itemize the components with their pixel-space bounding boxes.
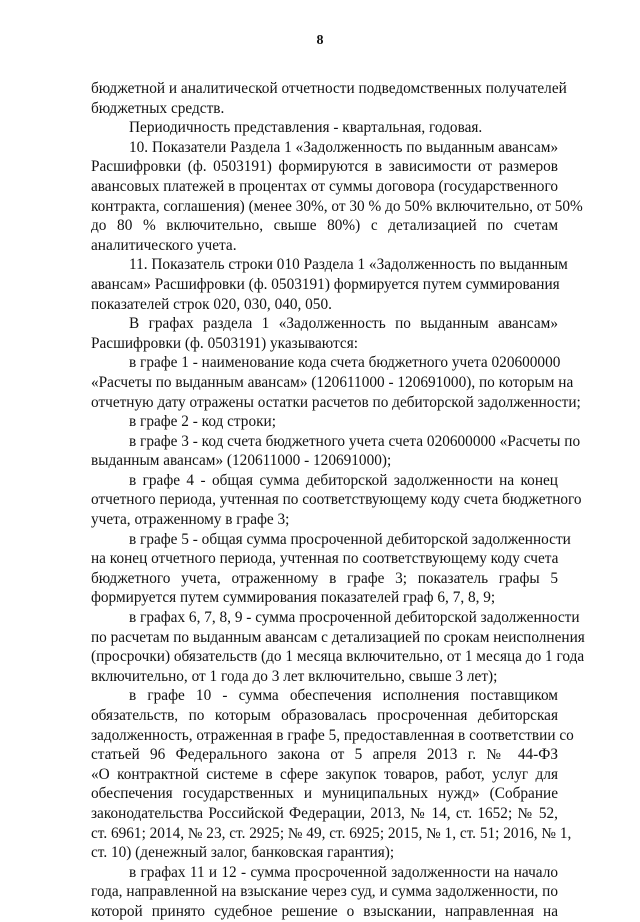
text-line: бюджетной и аналитической отчетности подведомственных получателей [91,80,567,97]
text-line: «Расчеты по выданным авансам» (120611000 - 120691000), по которым на [91,373,574,391]
text-line: до 80 % включительно, свыше 80%) с детализацией по счетам [91,217,558,235]
text-line: в графе 5 - общая сумма просроченной дебиторской задолженности [129,530,571,548]
text-line: Расшифровки (ф. 0503191) формируются в зависимости от размеров [91,158,558,176]
text-line: в графе 2 - код строки; [129,413,276,431]
text-line: задолженность, отраженная в графе 5, предоставленная в соответствии со [91,726,574,744]
text-line: в графе 10 - сумма обеспечения исполнения поставщиком [129,687,558,705]
text-line: ст. 10) (денежный залог, банковская гарантия); [91,844,395,862]
text-line: которой принято судебное решение о взыскании, направленная на [91,902,558,920]
text-line: в графе 4 - общая сумма дебиторской задолженности на конец [129,471,558,489]
text-line: 11. Показатель строки 010 Раздела 1 «Задолженность по выданным [129,256,568,274]
text-line: Расшифровки (ф. 0503191) указываются: [91,334,358,352]
text-line: учета, отраженному в графе 3; [91,511,290,529]
text-line: выданным авансам» (120611000 - 120691000); [91,452,392,470]
text-line: по расчетам по выданным авансам с детализацией по срокам неисполнения [91,628,585,646]
text-line: формируется путем суммирования показателей граф 6, 7, 8, 9; [91,589,496,607]
text-line: включительно, от 1 года до 3 лет включительно, свыше 3 лет); [91,667,498,685]
text-line: законодательства Российской Федерации, 2013, № 14, ст. 1652; № 52, [91,804,558,822]
text-line: В графах раздела 1 «Задолженность по выданным авансам» [129,315,558,333]
text-line: Периодичность представления - квартальная, годовая. [129,119,483,137]
document-body-text [91,79,585,922]
text-line: года, направленной на взыскание через суд, и сумма задолженности, по [91,883,558,901]
text-line: аналитического учета. [91,236,237,254]
text-line: отчетного периода, учтенная по соответствующему коду счета бюджетного [91,491,582,509]
text-line: в графе 1 - наименование кода счета бюджетного учета 020600000 [129,354,561,372]
text-line: ст. 6961; 2014, № 23, ст. 2925; № 49, ст. 6925; 2015, № 1, ст. 51; 2016, № 1, [91,824,572,842]
text-line: отчетную дату отражены остатки расчетов по дебиторской задолженности; [91,393,581,411]
text-line: (просрочки) обязательств (до 1 месяца включительно, от 1 месяца до 1 года [91,648,585,666]
text-line: обязательств, по которым образовалась просроченная дебиторская [91,707,558,724]
text-line: бюджетных средств. [91,99,225,117]
text-line: в графах 6, 7, 8, 9 - сумма просроченной дебиторской задолженности [129,609,580,627]
page-number: 8 [316,33,324,48]
text-line: обеспечения государственных и муниципальных нужд» (Собрание [91,785,558,803]
text-line: контракта, соглашения) (менее 30%, от 30 % до 50% включительно, от 50% [91,197,583,215]
text-line: бюджетного учета, отраженному в графе 3; показатель графы 5 [91,569,558,587]
text-line: в графе 3 - код счета бюджетного учета счета 020600000 «Расчеты по [129,432,581,450]
text-line: на конец отчетного периода, учтенная по соответствующему коду счета [91,550,559,568]
text-line: в графах 11 и 12 - сумма просроченной задолженности на начало [129,863,558,881]
text-line: статьей 96 Федерального закона от 5 апреля 2013 г. № 44-ФЗ [91,746,558,764]
text-line: авансовых платежей в процентах от суммы договора (государственного [91,177,558,195]
text-line: авансам» Расшифровки (ф. 0503191) формируется путем суммирования [91,275,560,293]
text-line: 10. Показатели Раздела 1 «Задолженность по выданным авансам» [129,138,559,156]
text-line: показателей строк 020, 030, 040, 050. [91,295,332,313]
text-line: «О контрактной системе в сфере закупок товаров, работ, услуг для [91,765,558,783]
